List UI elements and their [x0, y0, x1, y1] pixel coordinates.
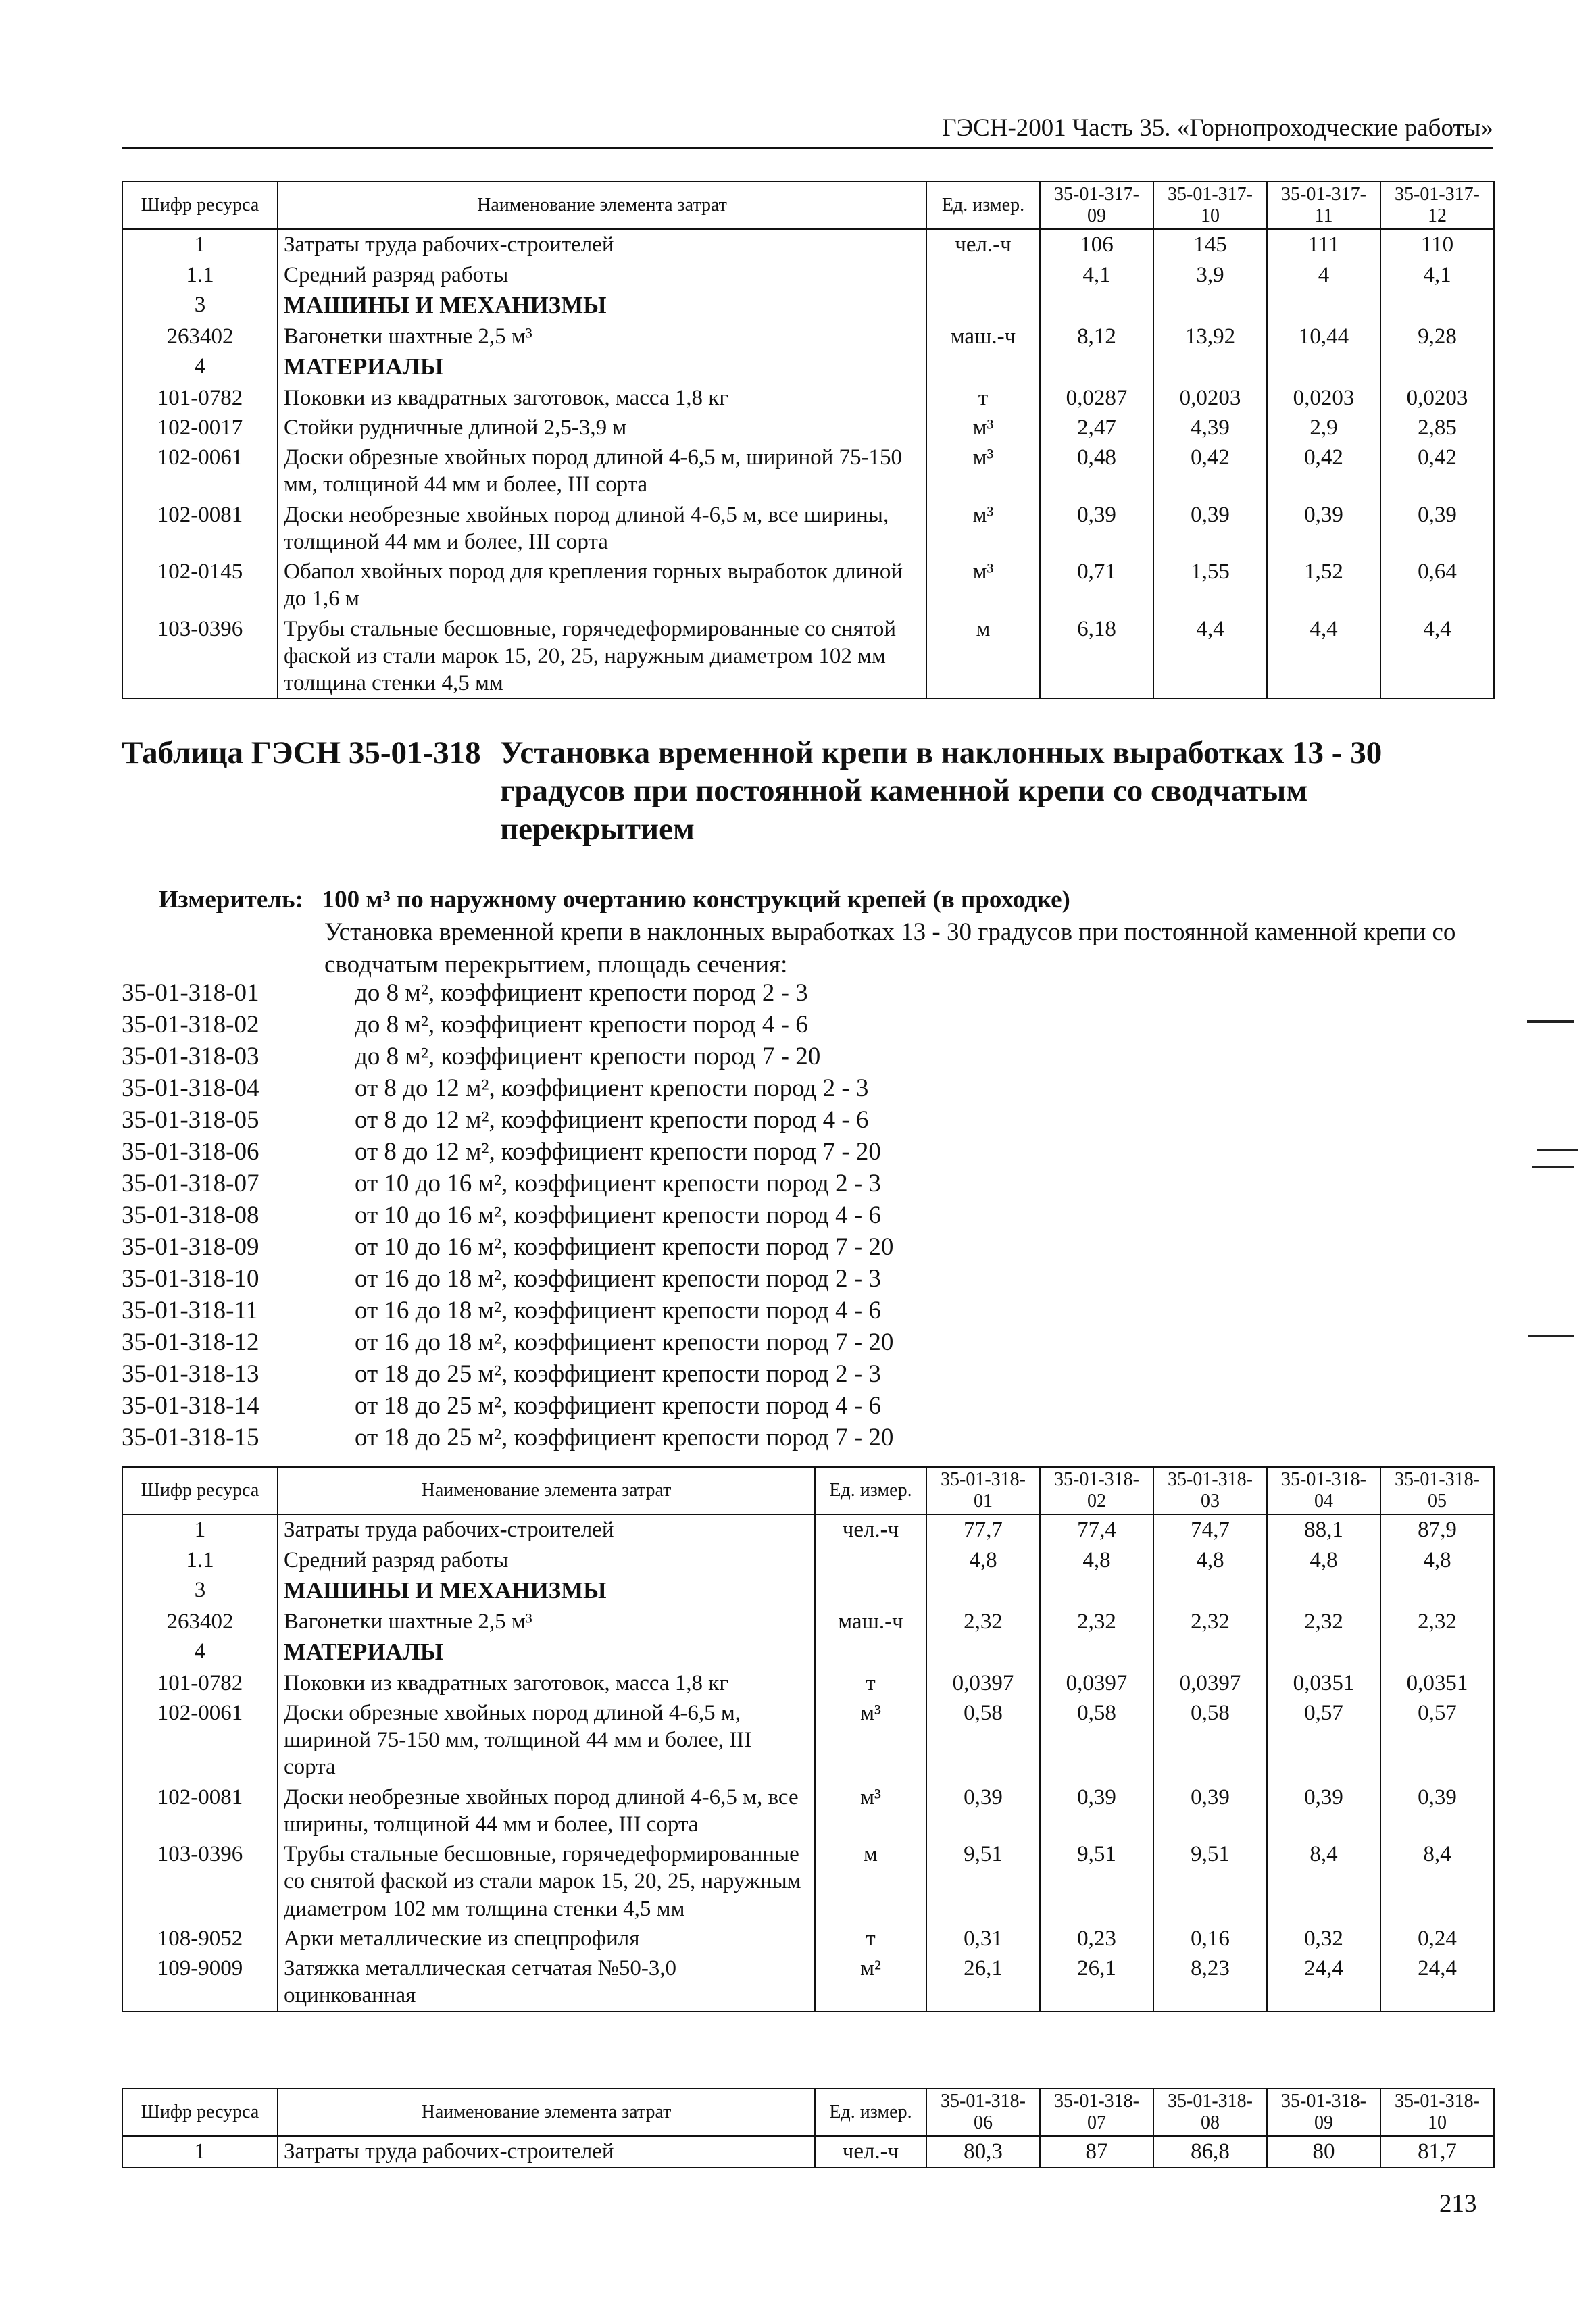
- header-row: [122, 1467, 1494, 1514]
- resource-name: Доски необрезные хвойных пород длиной 4-6,5 м, все ширины, толщиной 44 мм и более, III сорта: [278, 1783, 815, 1840]
- norm-value: 4,1: [1380, 260, 1494, 290]
- unit: чел.-ч: [815, 2136, 926, 2167]
- norm-value: 4,8: [1267, 1545, 1380, 1575]
- resource-table-318-a: [122, 1466, 1495, 2012]
- resource-code: 101-0782: [122, 1668, 278, 1698]
- norm-value: 80: [1267, 2136, 1380, 2167]
- table-header: [122, 2089, 1494, 2136]
- resource-name: Затяжка металлическая сетчатая №50-3,0 оцинкованная: [278, 1953, 815, 2012]
- col-header-norm-code: 35-01-317-10: [1153, 182, 1267, 229]
- unit: м³: [926, 443, 1040, 500]
- norm-value: 2,32: [926, 1607, 1040, 1637]
- table-row: [122, 322, 1494, 351]
- norm-value: 0,31: [926, 1924, 1040, 1953]
- norm-value: 110: [1380, 229, 1494, 259]
- norm-code: 35-01-318-02: [122, 1011, 259, 1039]
- norm-value: 8,4: [1267, 1839, 1380, 1924]
- resource-name: Трубы стальные бесшовные, горячедеформированные со снятой фаской из стали марок 15, 20, 25, наружным диаметром 102 мм толщина стенки 4,5 мм: [278, 1839, 815, 1924]
- norm-value: 0,39: [1153, 1783, 1267, 1840]
- resource-table-318-b: [122, 2088, 1495, 2168]
- norm-value: 0,0203: [1267, 383, 1380, 413]
- resource-table-317: [122, 181, 1495, 699]
- norm-code-item: [122, 1326, 1493, 1358]
- col-header-norm-code: 35-01-318-07: [1040, 2089, 1153, 2136]
- norm-value: [1267, 351, 1380, 383]
- norm-value: [1380, 1575, 1494, 1607]
- resource-code: 103-0396: [122, 614, 278, 699]
- norm-value: 0,0397: [1040, 1668, 1153, 1698]
- table-row: [122, 557, 1494, 614]
- resource-name: Трубы стальные бесшовные, горячедеформированные со снятой фаской из стали марок 15, 20, 25, наружным диаметром 102 мм толщина стенки 4,5 мм: [278, 614, 926, 699]
- resource-name: Затраты труда рабочих-строителей: [278, 1514, 815, 1545]
- meter-description: Установка временной крепи в наклонных выработках 13 - 30 градусов при постоянной каменной крепи со сводчатым перекрытием, площадь сечения:: [324, 918, 1456, 979]
- norm-value: 0,39: [1267, 500, 1380, 557]
- norm-value: 8,23: [1153, 1953, 1267, 2012]
- norm-code: 35-01-318-09: [122, 1233, 259, 1261]
- resource-name: Обапол хвойных пород для крепления горных выработок длиной до 1,6 м: [278, 557, 926, 614]
- resource-code: 102-0081: [122, 1783, 278, 1840]
- norm-value: 0,42: [1380, 443, 1494, 500]
- norm-value: 2,32: [1267, 1607, 1380, 1637]
- unit: м³: [815, 1783, 926, 1840]
- norm-code-description: от 10 до 16 м², коэффициент крепости пород 4 - 6: [355, 1201, 881, 1229]
- norm-code-item: [122, 977, 1493, 1009]
- resource-code: 102-0145: [122, 557, 278, 614]
- norm-value: [1040, 351, 1153, 383]
- norm-value: 9,28: [1380, 322, 1494, 351]
- resource-code: 1: [122, 1514, 278, 1545]
- unit: [815, 1637, 926, 1668]
- unit: м³: [926, 413, 1040, 443]
- norm-code-description: от 8 до 12 м², коэффициент крепости пород 4 - 6: [355, 1106, 869, 1134]
- norm-value: 4,1: [1040, 260, 1153, 290]
- norm-code: 35-01-318-12: [122, 1328, 259, 1356]
- norm-value: 0,23: [1040, 1924, 1153, 1953]
- norm-value: 0,39: [1040, 1783, 1153, 1840]
- col-header-norm-code: 35-01-318-09: [1267, 2089, 1380, 2136]
- section-heading: МАТЕРИАЛЫ: [278, 1637, 815, 1668]
- norm-value: 0,32: [1267, 1924, 1380, 1953]
- col-header-unit: Ед. измер.: [926, 182, 1040, 229]
- running-header: ГЭСН-2001 Часть 35. «Горнопроходческие работы»: [122, 114, 1493, 149]
- table-row: [122, 1637, 1494, 1668]
- resource-name: Арки металлические из спецпрофиля: [278, 1924, 815, 1953]
- norm-value: 0,0203: [1380, 383, 1494, 413]
- resource-code: 1.1: [122, 1545, 278, 1575]
- table-row: [122, 1607, 1494, 1637]
- unit: м³: [815, 1698, 926, 1783]
- norm-value: 0,58: [926, 1698, 1040, 1783]
- norm-value: 0,16: [1153, 1924, 1267, 1953]
- norm-value: 0,0351: [1380, 1668, 1494, 1698]
- table-body: [122, 2136, 1494, 2167]
- unit: [815, 1545, 926, 1575]
- col-header-code: Шифр ресурса: [122, 182, 278, 229]
- table-row: [122, 443, 1494, 500]
- norm-value: 0,39: [1380, 500, 1494, 557]
- table-title-text: Установка временной крепи в наклонных выработках 13 - 30 градусов при постоянной каменной крепи со сводчатым перекрытием: [500, 735, 1382, 847]
- header-row: [122, 2089, 1494, 2136]
- norm-value: 9,51: [926, 1839, 1040, 1924]
- norm-value: 0,42: [1267, 443, 1380, 500]
- col-header-norm-code: 35-01-318-02: [1040, 1467, 1153, 1514]
- norm-value: [1267, 1575, 1380, 1607]
- norm-value: 26,1: [1040, 1953, 1153, 2012]
- norm-code-item: [122, 1041, 1493, 1072]
- norm-value: 81,7: [1380, 2136, 1494, 2167]
- norm-value: 0,0287: [1040, 383, 1153, 413]
- resource-code: 263402: [122, 322, 278, 351]
- table-header: [122, 182, 1494, 229]
- norm-value: 86,8: [1153, 2136, 1267, 2167]
- resource-code: 4: [122, 1637, 278, 1668]
- norm-value: 0,0397: [1153, 1668, 1267, 1698]
- norm-value: 0,58: [1153, 1698, 1267, 1783]
- col-header-norm-code: 35-01-317-09: [1040, 182, 1153, 229]
- resource-code: 102-0017: [122, 413, 278, 443]
- table-row: [122, 260, 1494, 290]
- col-header-unit: Ед. измер.: [815, 2089, 926, 2136]
- norm-value: 80,3: [926, 2136, 1040, 2167]
- unit: маш.-ч: [815, 1607, 926, 1637]
- table-row: [122, 1698, 1494, 1783]
- norm-value: 0,71: [1040, 557, 1153, 614]
- norm-code-description: от 18 до 25 м², коэффициент крепости пород 7 - 20: [355, 1424, 894, 1451]
- norm-value: 4,4: [1153, 614, 1267, 699]
- norm-code: 35-01-318-04: [122, 1074, 259, 1102]
- norm-value: 2,32: [1040, 1607, 1153, 1637]
- scan-mark: [1527, 1020, 1574, 1023]
- norm-value: [1153, 290, 1267, 322]
- norm-code: 35-01-318-10: [122, 1265, 259, 1293]
- norm-code-item: [122, 1136, 1493, 1168]
- meter-block: [159, 884, 1490, 981]
- page-number: 213: [1439, 2190, 1477, 2218]
- norm-code-description: до 8 м², коэффициент крепости пород 4 - 6: [355, 1011, 808, 1039]
- norm-code: 35-01-318-07: [122, 1170, 259, 1197]
- norm-value: 4,4: [1267, 614, 1380, 699]
- section-title: [122, 734, 1493, 848]
- norm-code-description: от 18 до 25 м², коэффициент крепости пород 2 - 3: [355, 1360, 881, 1388]
- col-header-name: Наименование элемента затрат: [278, 2089, 815, 2136]
- resource-code: 109-9009: [122, 1953, 278, 2012]
- norm-value: 0,39: [1380, 1783, 1494, 1840]
- norm-value: 88,1: [1267, 1514, 1380, 1545]
- unit: чел.-ч: [815, 1514, 926, 1545]
- norm-code-description: от 10 до 16 м², коэффициент крепости пород 7 - 20: [355, 1233, 894, 1261]
- resource-name: Затраты труда рабочих-строителей: [278, 229, 926, 259]
- col-header-norm-code: 35-01-318-01: [926, 1467, 1040, 1514]
- norm-code-item: [122, 1104, 1493, 1136]
- norm-value: 77,4: [1040, 1514, 1153, 1545]
- norm-code-description: от 16 до 18 м², коэффициент крепости пород 2 - 3: [355, 1265, 881, 1293]
- norm-value: 77,7: [926, 1514, 1040, 1545]
- norm-value: 0,42: [1153, 443, 1267, 500]
- resource-name: Средний разряд работы: [278, 260, 926, 290]
- norm-code-item: [122, 1009, 1493, 1041]
- norm-value: 9,51: [1153, 1839, 1267, 1924]
- resource-code: 101-0782: [122, 383, 278, 413]
- resource-code: 263402: [122, 1607, 278, 1637]
- resource-name: Доски необрезные хвойных пород длиной 4-6,5 м, все ширины, толщиной 44 мм и более, III сорта: [278, 500, 926, 557]
- resource-code: 4: [122, 351, 278, 383]
- unit: [926, 260, 1040, 290]
- table-title-label: Таблица ГЭСН 35-01-318: [122, 735, 481, 770]
- norm-value: 87,9: [1380, 1514, 1494, 1545]
- unit: маш.-ч: [926, 322, 1040, 351]
- norm-value: 4,4: [1380, 614, 1494, 699]
- resource-name: Затраты труда рабочих-строителей: [278, 2136, 815, 2167]
- norm-value: 2,32: [1380, 1607, 1494, 1637]
- norm-value: [926, 1575, 1040, 1607]
- table-header: [122, 1467, 1494, 1514]
- norm-code: 35-01-318-01: [122, 979, 259, 1007]
- table-row: [122, 1545, 1494, 1575]
- table-row: [122, 1839, 1494, 1924]
- col-header-code: Шифр ресурса: [122, 2089, 278, 2136]
- norm-code: 35-01-318-05: [122, 1106, 259, 1134]
- norm-code-description: от 18 до 25 м², коэффициент крепости пород 4 - 6: [355, 1392, 881, 1420]
- norm-value: 3,9: [1153, 260, 1267, 290]
- resource-name: Поковки из квадратных заготовок, масса 1,8 кг: [278, 383, 926, 413]
- col-header-norm-code: 35-01-317-11: [1267, 182, 1380, 229]
- section-heading: МАТЕРИАЛЫ: [278, 351, 926, 383]
- header-row: [122, 182, 1494, 229]
- norm-value: 2,85: [1380, 413, 1494, 443]
- resource-name: Стойки рудничные длиной 2,5-3,9 м: [278, 413, 926, 443]
- norm-value: [1267, 290, 1380, 322]
- table-row: [122, 1668, 1494, 1698]
- norm-value: 9,51: [1040, 1839, 1153, 1924]
- table-row: [122, 1575, 1494, 1607]
- norm-code: 35-01-318-03: [122, 1043, 259, 1070]
- norm-value: 0,64: [1380, 557, 1494, 614]
- unit: [926, 351, 1040, 383]
- norm-code-list: [122, 977, 1493, 1453]
- resource-code: 102-0081: [122, 500, 278, 557]
- resource-code: 108-9052: [122, 1924, 278, 1953]
- norm-code-description: до 8 м², коэффициент крепости пород 7 - 20: [355, 1043, 821, 1070]
- scan-mark: [1528, 1335, 1574, 1337]
- table-row: [122, 614, 1494, 699]
- resource-code: 102-0061: [122, 1698, 278, 1783]
- norm-code: 35-01-318-13: [122, 1360, 259, 1388]
- norm-code-description: от 8 до 12 м², коэффициент крепости пород 7 - 20: [355, 1138, 881, 1166]
- col-header-code: Шифр ресурса: [122, 1467, 278, 1514]
- meter-label: Измеритель:: [159, 886, 303, 914]
- resource-code: 103-0396: [122, 1839, 278, 1924]
- norm-value: 4,8: [926, 1545, 1040, 1575]
- norm-code-description: от 10 до 16 м², коэффициент крепости пород 2 - 3: [355, 1170, 881, 1197]
- norm-value: 0,39: [1153, 500, 1267, 557]
- norm-value: [1040, 1575, 1153, 1607]
- norm-value: 0,39: [1267, 1783, 1380, 1840]
- norm-code: 35-01-318-08: [122, 1201, 259, 1229]
- col-header-norm-code: 35-01-318-10: [1380, 2089, 1494, 2136]
- norm-value: 0,57: [1380, 1698, 1494, 1783]
- norm-value: 2,47: [1040, 413, 1153, 443]
- norm-value: [1153, 1637, 1267, 1668]
- table-row: [122, 500, 1494, 557]
- norm-code-item: [122, 1263, 1493, 1295]
- resource-code: 1: [122, 2136, 278, 2167]
- col-header-norm-code: 35-01-318-03: [1153, 1467, 1267, 1514]
- norm-value: [1267, 1637, 1380, 1668]
- norm-code: 35-01-318-11: [122, 1297, 259, 1324]
- table-row: [122, 383, 1494, 413]
- norm-code: 35-01-318-14: [122, 1392, 259, 1420]
- table-row: [122, 1953, 1494, 2012]
- section-heading: МАШИНЫ И МЕХАНИЗМЫ: [278, 1575, 815, 1607]
- norm-code-description: до 8 м², коэффициент крепости пород 2 - 3: [355, 979, 808, 1007]
- table-row: [122, 351, 1494, 383]
- unit: м³: [926, 500, 1040, 557]
- unit: м: [815, 1839, 926, 1924]
- norm-value: [1040, 290, 1153, 322]
- norm-value: 8,12: [1040, 322, 1153, 351]
- norm-code-description: от 16 до 18 м², коэффициент крепости пород 4 - 6: [355, 1297, 881, 1324]
- norm-code-item: [122, 1199, 1493, 1231]
- norm-value: 0,24: [1380, 1924, 1494, 1953]
- unit: т: [815, 1668, 926, 1698]
- table-row: [122, 413, 1494, 443]
- norm-value: 0,39: [926, 1783, 1040, 1840]
- norm-value: [1380, 351, 1494, 383]
- meter-value: 100 м³ по наружному очертанию конструкций крепей (в проходке): [322, 886, 1070, 914]
- norm-value: 145: [1153, 229, 1267, 259]
- norm-value: 106: [1040, 229, 1153, 259]
- unit: м³: [926, 557, 1040, 614]
- unit: [815, 1575, 926, 1607]
- norm-value: 4: [1267, 260, 1380, 290]
- norm-value: [1380, 1637, 1494, 1668]
- norm-value: 6,18: [1040, 614, 1153, 699]
- resource-code: 102-0061: [122, 443, 278, 500]
- norm-code-item: [122, 1231, 1493, 1263]
- norm-code-item: [122, 1295, 1493, 1326]
- norm-code-description: от 8 до 12 м², коэффициент крепости пород 2 - 3: [355, 1074, 869, 1102]
- col-header-norm-code: 35-01-318-05: [1380, 1467, 1494, 1514]
- norm-value: 26,1: [926, 1953, 1040, 2012]
- section-heading: МАШИНЫ И МЕХАНИЗМЫ: [278, 290, 926, 322]
- table-body: [122, 1514, 1494, 2011]
- table-row: [122, 1924, 1494, 1953]
- norm-value: 1,52: [1267, 557, 1380, 614]
- norm-value: 0,58: [1040, 1698, 1153, 1783]
- norm-value: 0,0351: [1267, 1668, 1380, 1698]
- col-header-norm-code: 35-01-317-12: [1380, 182, 1494, 229]
- norm-value: [926, 1637, 1040, 1668]
- table-body: [122, 229, 1494, 699]
- unit: чел.-ч: [926, 229, 1040, 259]
- norm-value: 0,48: [1040, 443, 1153, 500]
- unit: м²: [815, 1953, 926, 2012]
- unit: т: [926, 383, 1040, 413]
- norm-value: 8,4: [1380, 1839, 1494, 1924]
- scan-mark: [1532, 1166, 1574, 1168]
- col-header-norm-code: 35-01-318-08: [1153, 2089, 1267, 2136]
- norm-value: 1,55: [1153, 557, 1267, 614]
- table-row: [122, 1514, 1494, 1545]
- table-row: [122, 1783, 1494, 1840]
- unit: [926, 290, 1040, 322]
- norm-value: 2,9: [1267, 413, 1380, 443]
- norm-value: [1380, 290, 1494, 322]
- norm-code-item: [122, 1168, 1493, 1199]
- norm-code: 35-01-318-06: [122, 1138, 259, 1166]
- norm-value: 10,44: [1267, 322, 1380, 351]
- unit: т: [815, 1924, 926, 1953]
- norm-code-item: [122, 1072, 1493, 1104]
- table-row: [122, 2136, 1494, 2167]
- resource-code: 3: [122, 290, 278, 322]
- resource-code: 3: [122, 1575, 278, 1607]
- resource-code: 1.1: [122, 260, 278, 290]
- norm-value: 13,92: [1153, 322, 1267, 351]
- norm-value: 0,57: [1267, 1698, 1380, 1783]
- resource-name: Вагонетки шахтные 2,5 м³: [278, 1607, 815, 1637]
- resource-name: Поковки из квадратных заготовок, масса 1,8 кг: [278, 1668, 815, 1698]
- col-header-name: Наименование элемента затрат: [278, 182, 926, 229]
- norm-value: [1153, 351, 1267, 383]
- norm-value: 0,0397: [926, 1668, 1040, 1698]
- norm-value: 2,32: [1153, 1607, 1267, 1637]
- norm-value: 24,4: [1267, 1953, 1380, 2012]
- col-header-norm-code: 35-01-318-06: [926, 2089, 1040, 2136]
- norm-value: 4,8: [1153, 1545, 1267, 1575]
- norm-value: 4,8: [1380, 1545, 1494, 1575]
- norm-value: 0,0203: [1153, 383, 1267, 413]
- norm-code-item: [122, 1390, 1493, 1422]
- resource-name: Вагонетки шахтные 2,5 м³: [278, 322, 926, 351]
- norm-code-item: [122, 1358, 1493, 1390]
- col-header-norm-code: 35-01-318-04: [1267, 1467, 1380, 1514]
- norm-value: [1040, 1637, 1153, 1668]
- norm-code: 35-01-318-15: [122, 1424, 259, 1451]
- norm-code-description: от 16 до 18 м², коэффициент крепости пород 7 - 20: [355, 1328, 894, 1356]
- resource-name: Доски обрезные хвойных пород длиной 4-6,5 м, шириной 75-150 мм, толщиной 44 мм и более, III сорта: [278, 443, 926, 500]
- norm-value: 74,7: [1153, 1514, 1267, 1545]
- norm-value: 111: [1267, 229, 1380, 259]
- col-header-unit: Ед. измер.: [815, 1467, 926, 1514]
- norm-value: 4,8: [1040, 1545, 1153, 1575]
- resource-code: 1: [122, 229, 278, 259]
- col-header-name: Наименование элемента затрат: [278, 1467, 815, 1514]
- table-row: [122, 290, 1494, 322]
- norm-value: [1153, 1575, 1267, 1607]
- norm-code-item: [122, 1422, 1493, 1453]
- table-row: [122, 229, 1494, 259]
- scan-mark: [1537, 1149, 1578, 1151]
- resource-name: Доски обрезные хвойных пород длиной 4-6,5 м, шириной 75-150 мм, толщиной 44 мм и более, III сорта: [278, 1698, 815, 1783]
- norm-value: 87: [1040, 2136, 1153, 2167]
- norm-value: 0,39: [1040, 500, 1153, 557]
- unit: м: [926, 614, 1040, 699]
- norm-value: 4,39: [1153, 413, 1267, 443]
- norm-value: 24,4: [1380, 1953, 1494, 2012]
- resource-name: Средний разряд работы: [278, 1545, 815, 1575]
